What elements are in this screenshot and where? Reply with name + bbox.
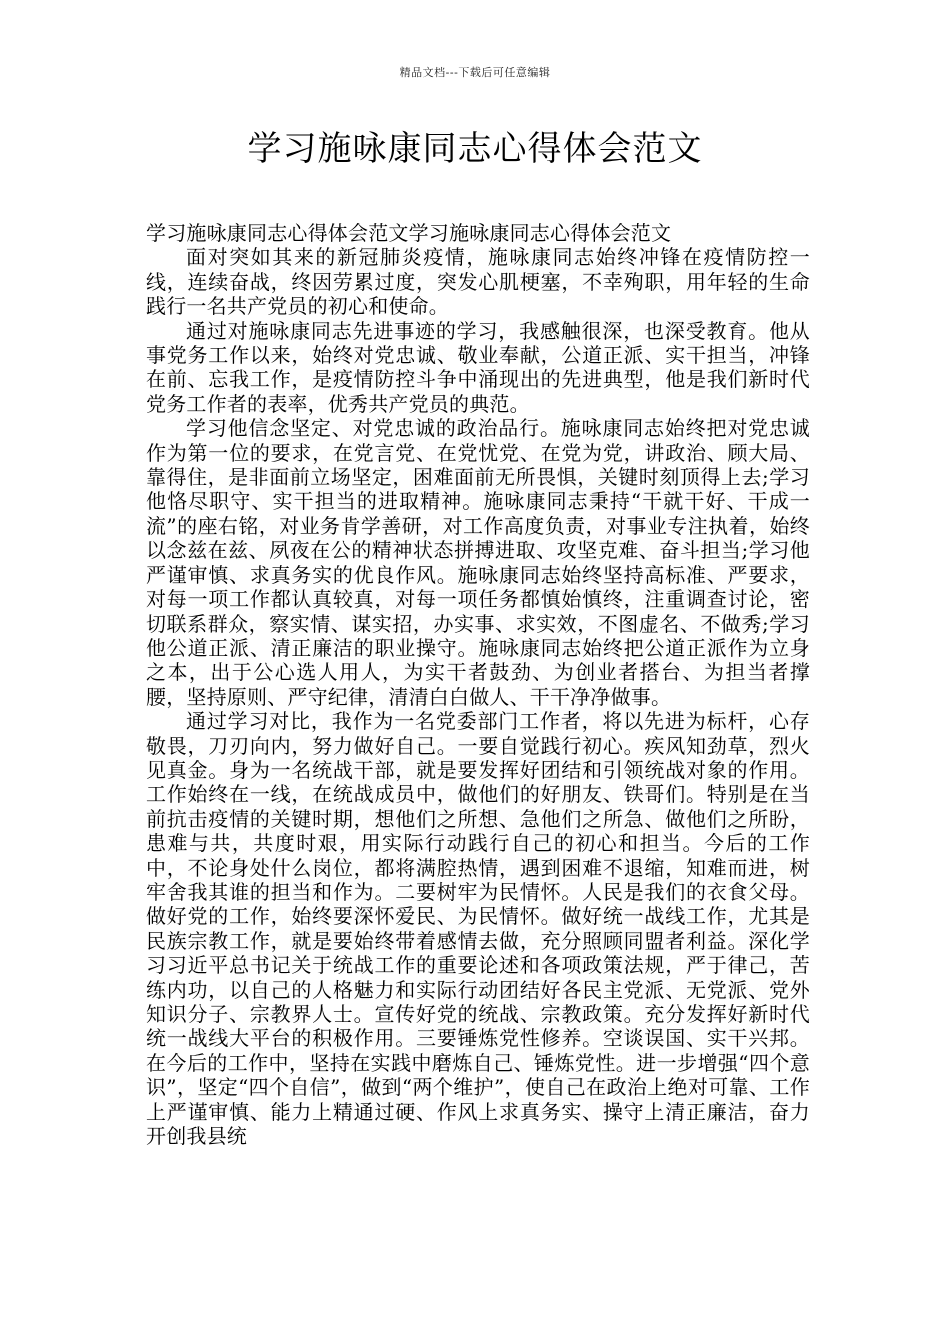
body-paragraph: 通过对施咏康同志先进事迹的学习，我感触很深，也深受教育。他从事党务工作以来，始终对党忠诚、敬业奉献，公道正派、实干担当，冲锋在前、忘我工作，是疫情防控斗争中涌现出的先进典型，他是我们新时代党务工作者的表率，优秀共产党员的典范。 xyxy=(146,318,810,416)
body-paragraph: 面对突如其来的新冠肺炎疫情，施咏康同志始终冲锋在疫情防控一线，连续奋战，终因劳累过度，突发心肌梗塞，不幸殉职，用年轻的生命践行一名共产党员的初心和使命。 xyxy=(146,245,810,319)
document-title: 学习施咏康同志心得体会范文 xyxy=(247,129,703,169)
body-paragraph: 通过学习对比，我作为一名党委部门工作者，将以先进为标杆，心存敬畏，刀刃向内，努力做好自己。一要自觉践行初心。疾风知劲草，烈火见真金。身为一名统战干部，就是要发挥好团结和引领统战对象的作用。工作始终在一线，在统战成员中，做他们的好朋友、铁哥们。特别是在当前抗击疫情的关键时期，想他们之所想、急他们之所急、做他们之所盼，患难与共，共度时艰，用实际行动践行自己的初心和担当。今后的工作中，不论身处什么岗位，都将满腔热情，遇到困难不退缩，知难而进，树牢舍我其谁的担当和作为。二要树牢为民情怀。人民是我们的衣食父母。做好党的工作，始终要深怀爱民、为民情怀。做好统一战线工作，尤其是民族宗教工作，就是要始终带着感情去做，充分照顾同盟者利益。深化学习习近平总书记关于统战工作的重要论述和各项政策法规，严于律己，苦练内功，以自己的人格魅力和实际行动团结好各民主党派、无党派、党外知识分子、宗教界人士。宣传好党的统战、宗教政策。充分发挥好新时代统一战线大平台的积极作用。三要锤炼党性修养。空谈误国、实干兴邦。在今后的工作中，坚持在实践中磨炼自己、锤炼党性。进一步增强“四个意识”，坚定“四个自信”，做到“两个维护”，使自己在政治上绝对可靠、工作上严谨审慎、能力上精通过硬、作风上求真务实、操守上清正廉洁，奋力开创我县统 xyxy=(146,709,810,1149)
document-body xyxy=(146,221,810,1148)
subtitle-paragraph: 学习施咏康同志心得体会范文学习施咏康同志心得体会范文 xyxy=(146,221,672,245)
body-paragraph: 学习他信念坚定、对党忠诚的政治品行。施咏康同志始终把对党忠诚作为第一位的要求，在党言党、在党忧党、在党为党，讲政治、顾大局、靠得住，是非面前立场坚定，困难面前无所畏惧，关键时刻顶得上去;学习他恪尽职守、实干担当的进取精神。施咏康同志秉持“干就干好、干成一流”的座右铭，对业务肯学善研，对工作高度负责，对事业专注执着，始终以念兹在兹、夙夜在公的精神状态拼搏进取、攻坚克难、奋斗担当;学习他严谨审慎、求真务实的优良作风。施咏康同志始终坚持高标准、严要求，对每一项工作都认真较真，对每一项任务都慎始慎终，注重调查讨论，密切联系群众，察实情、谋实招，办实事、求实效，不图虚名、不做秀;学习他公道正派、清正廉洁的职业操守。施咏康同志始终把公道正派作为立身之本，出于公心选人用人，为实干者鼓劲、为创业者搭台、为担当者撑腰，坚持原则、严守纪律，清清白白做人、干干净净做事。 xyxy=(146,416,810,709)
header-note: 精品文档---下载后可任意编辑 xyxy=(399,66,551,79)
